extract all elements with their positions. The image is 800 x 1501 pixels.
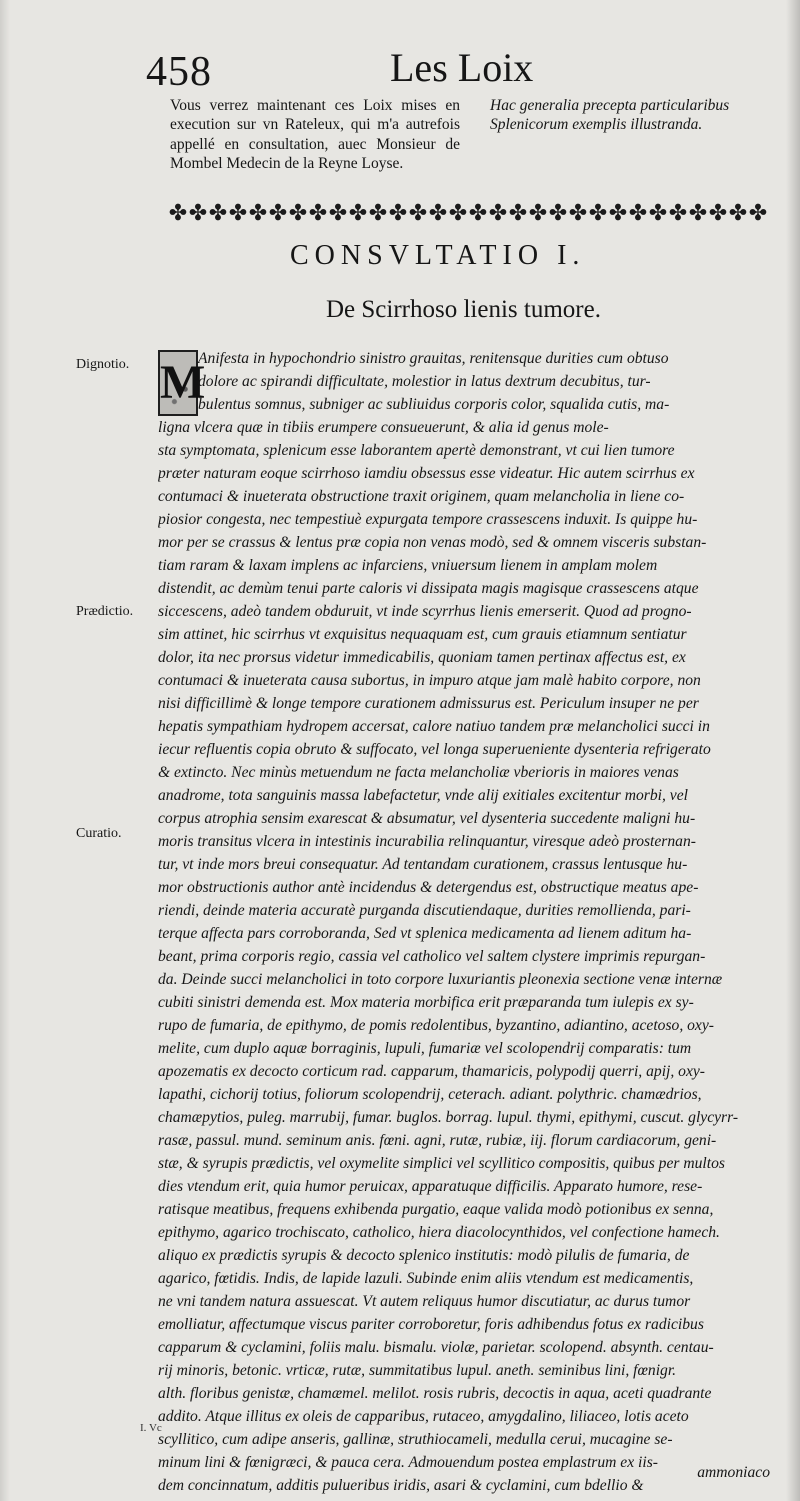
text-line: dies vtendum erit, quia humor peruicax, apparatuque difficilis. Apparato humore, rese- [158,1178,703,1195]
text-line: rupo de fumaria, de epithymo, de pomis redolentibus, byzantino, adiantino, acetoso, oxy- [158,1017,714,1034]
text-line: iecur refluentis copia obruto & suffocato, vel longa superueniente dysenteria refrigerato [158,741,711,758]
text-line: alth. floribus genistæ, chamæmel. melilot. rosis rubris, decoctis in aqua, aceti quadrante [158,1385,712,1402]
text-line: dolor, ita nec prorsus videtur immedicabilis, quoniam tamen pertinax affectus est, ex [158,649,686,666]
text-line: rij minoris, betonic. vrticæ, rutæ, summitatibus lupul. aneth. seminibus lini, fœnigr. [158,1362,677,1379]
fleuron-icon: ✤ [248,200,268,225]
text-line: addito. Atque illitus ex oleis de capparibus, rutaceo, amygdalino, liliaceo, lotis aceto [158,1408,689,1425]
fleuron-icon: ✤ [268,200,288,225]
running-head: Les Loix [390,45,534,90]
text-line: præter naturam eoque scirrhoso iamdiu obsessus esse videatur. Hic autem scirrhus ex [158,465,695,482]
fleuron-icon: ✤ [288,200,308,225]
fleuron-icon: ✤ [408,200,428,225]
text-line: rasæ, passul. mund. seminum anis. fœni. agni, rutæ, rubiæ, iij. florum cardiacorum, geni- [158,1132,717,1149]
text-line: epithymo, agarico trochiscato, catholico, hiera diacolocynthidos, vel confectione hamech. [158,1224,720,1241]
fleuron-icon: ✤ [308,200,328,225]
fleuron-icon: ✤ [488,200,508,225]
text-line: ligna vlcera quæ in tibiis erumpere consueuerunt, & alia id genus mole- [158,419,609,436]
text-line: moris transitus vlcera in intestinis incurabilia relinquantur, viresque adeò prosternan- [158,833,696,850]
text-line: lapathi, cichorij totius, foliorum scolopendrij, ceterach. adiant. polythric. chamædrios, [158,1086,702,1103]
margin-note-dignotio: Dignotio. [76,357,130,372]
margin-note-praedictio: Prædictio. [76,604,134,619]
fleuron-icon: ✤ [368,200,388,225]
fleuron-icon: ✤ [168,200,188,225]
latin-note: Hac generalia precepta particularibus Splenicorum exemplis illustranda. [490,97,730,134]
drop-cap: M [158,350,198,416]
section-subheading: De Scirrhoso lienis tumore. [326,296,601,323]
text-line: agarico, fœtidis. Indis, de lapide lazuli. Subinde enim aliis vtendum est medicamentis, [158,1270,694,1287]
text-line: melite, cum duplo aquæ borraginis, lupuli, fumariæ vel scolopendrij comparatis: tum [158,1040,692,1057]
fleuron-icon: ✤ [208,200,228,225]
text-line: capparum & cyclamini, foliis malu. bismalu. violæ, parietar. scolopend. absynth. centau- [158,1339,714,1356]
fleuron-icon: ✤ [508,200,528,225]
fleuron-icon: ✤ [468,200,488,225]
text-line: emolliatur, affectumque viscus pariter corroboretur, foris adhibendus fotus ex radicibus [158,1316,704,1333]
fleuron-icon: ✤ [188,200,208,225]
margin-note-curatio: Curatio. [76,826,122,841]
text-line: piosior congesta, nec tempestiuè expurgata tempore crassescens induxit. Is quippe hu- [158,511,698,528]
fleuron-icon: ✤ [228,200,248,225]
fleuron-icon: ✤ [748,200,768,225]
text-line: minum lini & fœnigræci, & pauca cera. Admouendum postea emplastrum ex iis- [158,1454,658,1471]
fleuron-icon: ✤ [548,200,568,225]
fleuron-icon: ✤ [708,200,728,225]
fleuron-icon: ✤ [348,200,368,225]
text-line: ne vni tandem natura assuescat. Vt autem reliquus humor discutiatur, ac durus tumor [158,1293,691,1310]
fleuron-icon: ✤ [668,200,688,225]
fleuron-icon: ✤ [688,200,708,225]
text-line: tiam raram & laxam implens ac infarciens, vniuersum lienem in amplam molem [158,557,658,574]
text-line: bulentus somnus, subniger ac subliuidus corporis color, squalida cutis, ma- [198,396,670,413]
section-heading: CONSVLTATIO I. [290,240,586,271]
text-line: distendit, ac demùm tenui parte caloris vi dissipata magis magisque crassescens atque [158,580,699,597]
text-line: scyllitico, cum adipe anseris, gallinæ, struthiocameli, medulla cerui, mucagine se- [158,1431,673,1448]
text-line: riendi, deinde materia accuratè purganda discutiendaque, durities remollienda, pari- [158,902,691,919]
text-line: anadrome, tota sanguinis massa labefactetur, vnde alij exitiales excitentur morbi, vel [158,787,688,804]
fleuron-icon: ✤ [608,200,628,225]
text-line: chamæpytios, puleg. marrubij, fumar. buglos. borrag. lupul. thymi, epithymi, cuscut. glycyrr- [158,1109,739,1126]
text-line: & extincto. Nec minùs metuendum ne facta melancholiæ vberioris in maiores venas [158,764,679,781]
fleuron-icon: ✤ [428,200,448,225]
fleuron-icon: ✤ [628,200,648,225]
text-line: da. Deinde succi melancholici in toto corpore luxuriantis pleonexia sectione venæ internæ [158,971,723,988]
text-line: beant, prima corporis regio, cassia vel catholico vel saltem clystere imprimis repurgan- [158,948,706,965]
text-line: mor per se crassus & lentus præ copia non venas modò, sed & omnem visceris substan- [158,534,707,551]
page-number: 458 [146,49,212,95]
fleuron-icon: ✤ [648,200,668,225]
ornament-band [168,200,768,226]
text-line: ratisque meatibus, frequens exhibenda purgatio, eaque valida modò potionibus ex senna, [158,1201,714,1218]
fleuron-icon: ✤ [328,200,348,225]
text-line: contumaci & inueterata obstructione traxit originem, quam melancholia in liene co- [158,488,685,505]
gutter-shadow [0,0,10,1501]
text-line: siccescens, adeò tandem obduruit, vt inde scyrrhus lienis emerserit. Quod ad progno- [158,603,692,620]
text-line: Anifesta in hypochondrio sinistro grauitas, renitensque durities cum obtuso [198,350,669,367]
text-line: sim attinet, hic scirrhus vt exquisitus nequaquam est, cum grauis etiamnum sentiatur [158,626,687,643]
text-line: stæ, & syrupis prædictis, vel oxymelite simplici vel scyllitico compositis, quibus per multos [158,1155,725,1172]
text-line: dem concinnatum, additis pulueribus iridis, asari & cyclamini, cum bdellio & [158,1477,644,1494]
text-line: dolore ac spirandi difficultate, molestior in latus dextrum decubitus, tur- [198,373,651,390]
text-line: sta symptomata, splenicum esse laborantem apertè demonstrant, vt cui lien tumore [158,442,675,459]
text-line: mor obstructionis author antè incidendus & detergendus est, obstructique meatus ape- [158,879,699,896]
text-line: cubiti sinistri demenda est. Mox materia morbifica erit præparanda tum iulepis ex sy- [158,994,694,1011]
catchword: ammoniaco [697,1464,770,1481]
fleuron-icon: ✤ [588,200,608,225]
fleuron-icon: ✤ [728,200,748,225]
fleuron-icon: ✤ [528,200,548,225]
text-line: nisi difficillimè & longe tempore curationem admissurus est. Periculum insuper ne per [158,695,699,712]
text-line: tur, vt inde mors breui consequatur. Ad tentandam curationem, crassus lentusque hu- [158,856,688,873]
text-line: corpus atrophia sensim exarescat & absumatur, vel dysenteria succedente maligni hu- [158,810,696,827]
text-line: contumaci & inueterata causa subortus, in impuro atque jam malè habito corpore, non [158,672,701,689]
fleuron-icon: ✤ [568,200,588,225]
text-line: apozematis ex decocto corticum rad. capparum, thamaricis, polypodij querri, apij, oxy- [158,1063,705,1080]
fleuron-icon: ✤ [448,200,468,225]
text-line: aliquo ex prædictis syrupis & decocto splenico institutis: modò pilulis de fumaria, de [158,1247,690,1264]
text-line: terque affecta pars corroboranda, Sed vt splenica medicamenta ad lienem aditum ha- [158,925,692,942]
body-text [158,347,798,1497]
french-note: Vous verrez maintenant ces Loix mises en execution sur vn Rateleux, qui m'a autrefois appellé en consultation, auec Monsieur de Mombel Medecin de la Reyne Loyse. [170,97,460,173]
text-line: hepatis sympathiam hydropem accersat, calore natiuo tandem præ melancholici succi in [158,718,710,735]
fleuron-icon: ✤ [388,200,408,225]
signature-mark: I. Vc [140,1422,162,1434]
